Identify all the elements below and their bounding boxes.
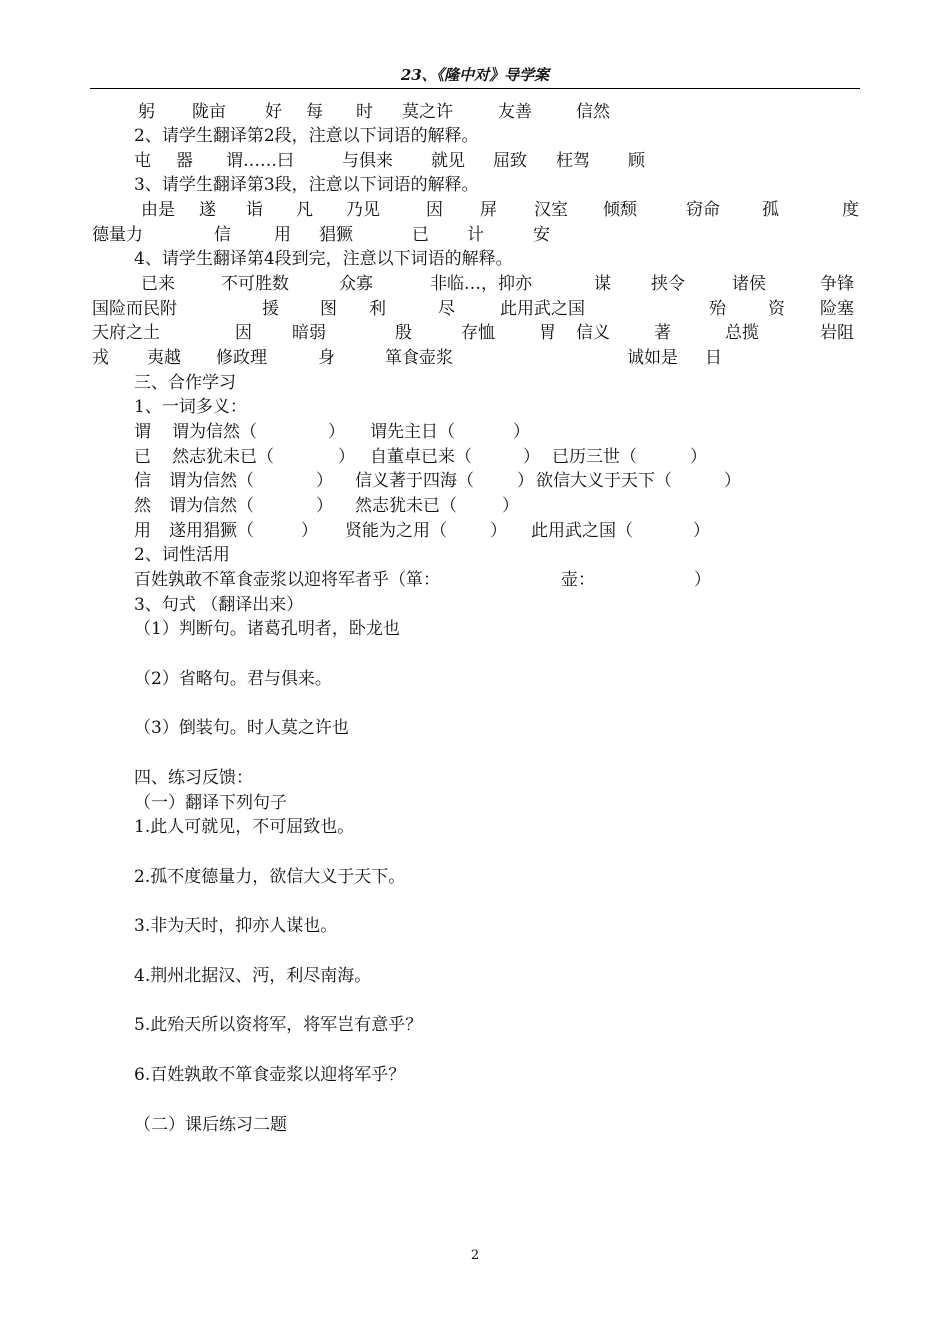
text-segment: 遂用猖獗（ <box>169 521 254 541</box>
text-segment: 2、词性活用 <box>134 545 230 565</box>
text-line <box>0 815 950 839</box>
text-segment: 诣 <box>246 200 263 220</box>
text-segment: 挟令 <box>651 274 685 294</box>
text-segment: 顾 <box>628 151 645 171</box>
text-segment: 谋 <box>594 274 611 294</box>
text-segment: 已 <box>412 225 429 245</box>
text-segment: 因 <box>235 323 252 343</box>
text-segment: 此用武之国（ <box>531 521 633 541</box>
text-segment: 援 <box>262 299 279 319</box>
text-line <box>0 223 950 247</box>
text-segment: 夷越 <box>147 348 181 368</box>
text-segment: 2、请学生翻译第2段，注意以下词语的解释。 <box>134 126 479 146</box>
text-segment: 3、句式 （翻译出来） <box>134 595 304 615</box>
text-segment: 胃 <box>539 323 556 343</box>
text-segment: 屯 <box>134 151 151 171</box>
text-segment: （2）省略句。君与俱来。 <box>134 669 332 689</box>
text-line <box>0 667 950 691</box>
text-segment: 然志犹未已（ <box>355 496 457 516</box>
text-segment: 由是 <box>141 200 175 220</box>
text-segment: ） <box>502 496 519 516</box>
text-segment: 争锋 <box>820 274 854 294</box>
text-line <box>0 247 950 271</box>
text-line <box>0 321 950 345</box>
text-segment: 用 <box>274 225 291 245</box>
text-line <box>0 100 950 124</box>
text-segment: 4.荆州北据汉、沔，利尽南海。 <box>134 966 372 986</box>
text-segment: 此用武之国 <box>500 299 585 319</box>
text-segment: 然志犹未已（ <box>172 447 274 467</box>
page-header-title: 23、《隆中对》导学案 <box>90 64 860 89</box>
text-line <box>0 124 950 148</box>
text-segment: 然 <box>134 496 151 516</box>
text-line <box>0 716 950 740</box>
text-segment: 计 <box>467 225 484 245</box>
text-segment: ） <box>517 471 534 491</box>
text-segment: 1.此人可就见，不可屈致也。 <box>134 817 355 837</box>
text-segment: 安 <box>533 225 550 245</box>
text-segment: 5.此殆天所以资将军，将军岂有意乎？ <box>134 1015 423 1035</box>
text-segment: 凡 <box>296 200 313 220</box>
text-line <box>0 593 950 617</box>
text-segment: 乃见 <box>346 200 380 220</box>
text-segment: 岩阻 <box>820 323 854 343</box>
text-line <box>0 791 950 815</box>
text-line <box>0 371 950 395</box>
text-segment: 修政理 <box>216 348 267 368</box>
text-segment: 戎 <box>92 348 109 368</box>
text-segment: 百姓孰敢不箪食壶浆以迎将军者乎（箪： <box>134 570 440 590</box>
text-line <box>0 395 950 419</box>
text-line <box>0 1013 950 1037</box>
text-segment: 已历三世（ <box>552 447 637 467</box>
text-segment: 资 <box>768 299 785 319</box>
text-segment: （3）倒装句。时人莫之许也 <box>134 718 349 738</box>
text-segment: 身 <box>318 348 335 368</box>
text-segment: 信 <box>134 471 151 491</box>
text-segment: 谓为信然（ <box>169 471 254 491</box>
text-segment: 谓 <box>134 422 151 442</box>
text-segment: ） <box>338 447 355 467</box>
text-segment: 好 <box>265 102 282 122</box>
text-segment: ） <box>693 521 710 541</box>
text-segment: 非临…，抑亦 <box>430 274 532 294</box>
text-segment: 谓先主日（ <box>370 422 455 442</box>
text-segment: 信义 <box>576 323 610 343</box>
text-segment: 时 <box>356 102 373 122</box>
text-segment: 屏 <box>480 200 497 220</box>
text-segment: 诚如是 <box>627 348 678 368</box>
text-segment: ） <box>694 570 711 590</box>
text-line <box>0 272 950 296</box>
text-segment: 3、请学生翻译第3段，注意以下词语的解释。 <box>134 175 479 195</box>
text-segment: 信义著于四海（ <box>355 471 474 491</box>
text-line <box>0 297 950 321</box>
text-segment: 因 <box>426 200 443 220</box>
text-line <box>0 494 950 518</box>
text-segment: 著 <box>654 323 671 343</box>
text-segment: 谓为信然（ <box>169 496 254 516</box>
text-segment: ） <box>301 521 318 541</box>
text-segment: 已来 <box>141 274 175 294</box>
text-line <box>0 519 950 543</box>
text-segment: ） <box>690 447 707 467</box>
text-segment: 天府之土 <box>92 323 160 343</box>
text-segment: 猖獗 <box>319 225 353 245</box>
text-segment: 日 <box>705 348 722 368</box>
text-segment: 6.百姓孰敢不箪食壶浆以迎将军乎？ <box>134 1065 406 1085</box>
text-segment: 信然 <box>576 102 610 122</box>
text-segment: （1）判断句。诸葛孔明者，卧龙也 <box>134 619 400 639</box>
text-segment: 殷 <box>395 323 412 343</box>
text-line <box>0 1063 950 1087</box>
text-segment: 2.孤不度德量力，欲信大义于天下。 <box>134 867 406 887</box>
text-segment: 壶： <box>561 570 595 590</box>
text-segment: 窃命 <box>686 200 720 220</box>
text-segment: 箪食壶浆 <box>385 348 453 368</box>
text-segment: 汉室 <box>534 200 568 220</box>
text-segment: 三、合作学习 <box>134 373 236 393</box>
text-segment: 总揽 <box>725 323 759 343</box>
text-segment: ） <box>316 496 333 516</box>
text-line <box>0 568 950 592</box>
text-segment: 器 <box>176 151 193 171</box>
text-segment: 众寡 <box>339 274 373 294</box>
text-segment: ） <box>523 447 540 467</box>
text-segment: 信 <box>214 225 231 245</box>
text-segment: 四、练习反馈： <box>134 768 253 788</box>
text-segment: 欲信大义于天下（ <box>536 471 672 491</box>
text-segment: 利 <box>369 299 386 319</box>
text-segment: 与俱来 <box>342 151 393 171</box>
text-segment: 陇亩 <box>192 102 226 122</box>
text-line <box>0 617 950 641</box>
text-segment: 躬 <box>138 102 155 122</box>
text-segment: 德量力 <box>92 225 143 245</box>
text-segment: 莫之许 <box>402 102 453 122</box>
text-segment: 1、一词多义： <box>134 397 247 417</box>
text-segment: 度 <box>842 200 859 220</box>
text-segment: 用 <box>134 521 151 541</box>
text-line <box>0 173 950 197</box>
text-segment: 殆 <box>709 299 726 319</box>
text-segment: ） <box>724 471 741 491</box>
text-segment: 不可胜数 <box>221 274 289 294</box>
text-line <box>0 865 950 889</box>
text-segment: 暗弱 <box>292 323 326 343</box>
text-segment: ） <box>513 422 530 442</box>
text-segment: 屈致 <box>493 151 527 171</box>
text-segment: 友善 <box>498 102 532 122</box>
text-line <box>0 1113 950 1137</box>
text-segment: 4、请学生翻译第4段到完，注意以下词语的解释。 <box>134 249 513 269</box>
text-segment: 贤能为之用（ <box>345 521 447 541</box>
text-segment: （二）课后练习二题 <box>134 1115 287 1135</box>
text-line <box>0 914 950 938</box>
text-segment: （一）翻译下列句子 <box>134 793 287 813</box>
text-segment: 谓为信然（ <box>172 422 257 442</box>
text-line <box>0 346 950 370</box>
text-segment: 每 <box>306 102 323 122</box>
text-segment: 谓……曰 <box>226 151 294 171</box>
page-number: 2 <box>470 1248 480 1263</box>
text-segment: 诸侯 <box>732 274 766 294</box>
text-segment: 遂 <box>199 200 216 220</box>
text-segment: 就见 <box>431 151 465 171</box>
text-line <box>0 445 950 469</box>
text-segment: 枉驾 <box>556 151 590 171</box>
text-line <box>0 420 950 444</box>
text-segment: 国险而民附 <box>92 299 177 319</box>
text-line <box>0 964 950 988</box>
text-segment: 3.非为天时，抑亦人谋也。 <box>134 916 338 936</box>
text-segment: 自董卓已来（ <box>370 447 472 467</box>
text-line <box>0 198 950 222</box>
text-segment: ） <box>316 471 333 491</box>
text-segment: 存恤 <box>461 323 495 343</box>
text-segment: ） <box>328 422 345 442</box>
text-segment: ） <box>490 521 507 541</box>
text-segment: 尽 <box>438 299 455 319</box>
text-line <box>0 766 950 790</box>
text-segment: 已 <box>134 447 151 467</box>
text-segment: 倾颓 <box>603 200 637 220</box>
text-line <box>0 543 950 567</box>
text-segment: 图 <box>320 299 337 319</box>
text-segment: 险塞 <box>820 299 854 319</box>
text-segment: 孤 <box>762 200 779 220</box>
text-line <box>0 469 950 493</box>
text-line <box>0 149 950 173</box>
